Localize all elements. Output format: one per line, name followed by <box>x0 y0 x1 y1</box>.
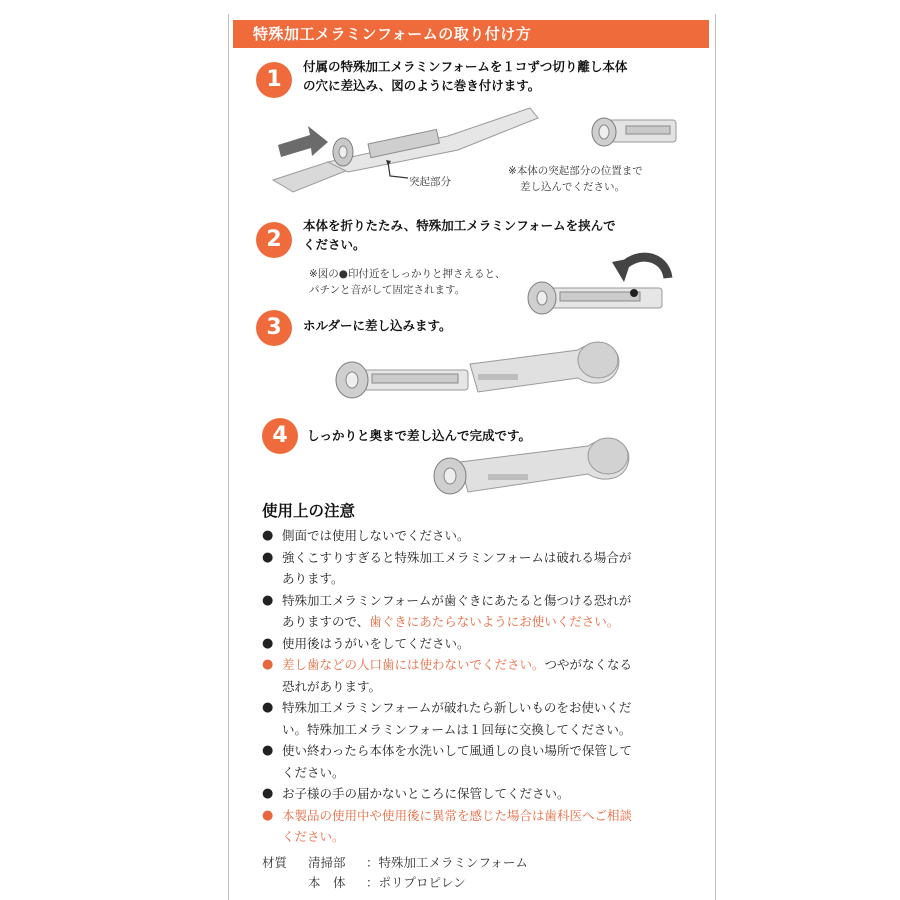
step-1-text-line2: の穴に差込み、図のように巻き付けます。 <box>303 78 541 93</box>
bullet-icon: ● <box>262 635 274 651</box>
step-1-text-line1: 付属の特殊加工メラミンフォームを１コずつ切り離し本体 <box>303 59 628 74</box>
step-2-number: 2 <box>256 222 292 258</box>
caution-item: ● 差し歯などの人口歯には使わないでください。つやがなくなる 恐れがあります。 <box>262 654 702 697</box>
step-3-number: 3 <box>256 310 292 346</box>
material-row1-sub: 清掃部 <box>308 855 346 870</box>
bullet-icon: ● <box>262 549 274 565</box>
bullet-icon: ● <box>262 528 274 543</box>
bullet-icon: ● <box>262 743 274 758</box>
step-4-number: 4 <box>262 418 298 454</box>
step-2-note-line2: パチンと音がして固定されます。 <box>309 284 466 296</box>
material-row1-value: ：特殊加工メラミンフォーム <box>366 855 528 870</box>
page-title: 特殊加工メラミンフォームの取り付け方 <box>233 20 709 48</box>
step-2-illustration <box>520 248 680 320</box>
bullet-icon: ● <box>262 700 274 715</box>
fold-arrow-icon <box>612 258 632 282</box>
step-3-illustration <box>328 336 628 408</box>
caution-title: 使用上の注意 <box>262 502 356 520</box>
insert-arrow-icon <box>278 126 328 157</box>
step-4-text: しっかりと奥まで差し込んで完成です。 <box>307 428 532 443</box>
step-1-note-line2: 差し込んでください。 <box>520 181 625 193</box>
bullet-icon: ● <box>262 786 274 801</box>
step-3-text: ホルダーに差し込みます。 <box>303 318 452 333</box>
caution-item: ● 特殊加工メラミンフォームが破れたら新しいものをお使いくだ い。特殊加工メラミンフォームは１回毎に交換してください。 <box>262 697 702 740</box>
caution-item: ● 側面では使用しないでください。 <box>262 525 702 547</box>
step-1-text <box>303 57 703 95</box>
bullet-icon: ● <box>262 657 274 672</box>
step-4-illustration <box>428 430 640 502</box>
bullet-icon: ● <box>262 592 274 608</box>
step-1-number: 1 <box>256 62 292 98</box>
caution-item: ● 強くこすりすぎると特殊加工メラミンフォームは破れる場合が あります。 <box>262 547 702 590</box>
caution-item: ● 使い終わったら本体を水洗いして風通しの良い場所で保管して ください。 <box>262 740 702 783</box>
step-2-note-line1: ※図の●印付近をしっかりと押さえると、 <box>309 268 506 280</box>
caution-item: ● お子様の手の届かないところに保管してください。 <box>262 783 702 805</box>
material-label: 材質 <box>262 855 288 870</box>
material-row2-value: ：ポリプロピレン <box>366 875 466 890</box>
caution-list <box>262 525 702 848</box>
caution-item: ● 使用後はうがいをしてください。 <box>262 633 702 655</box>
caution-item: ● 特殊加工メラミンフォームが歯ぐきにあたると傷つける恐れが ありますので、歯ぐきにあたらないようにお使いください。 <box>262 590 702 633</box>
step-1-detail-illustration <box>586 108 678 156</box>
protrusion-label: 突起部分 <box>409 176 451 188</box>
step-2-text-line1: 本体を折りたたみ、特殊加工メラミンフォームを挟んで <box>303 218 616 233</box>
step-1-note-line1: ※本体の突起部分の位置まで <box>508 165 643 177</box>
step-2-text-line2: ください。 <box>303 237 366 252</box>
press-point-icon <box>630 289 638 297</box>
material-row2-sub: 本 体 <box>308 875 346 890</box>
material-info <box>262 853 528 893</box>
caution-item: ● 本製品の使用中や使用後に異常を感じた場合は歯科医へご相談 ください。 <box>262 805 702 848</box>
step-1-note <box>508 163 698 195</box>
bullet-icon: ● <box>262 807 274 823</box>
